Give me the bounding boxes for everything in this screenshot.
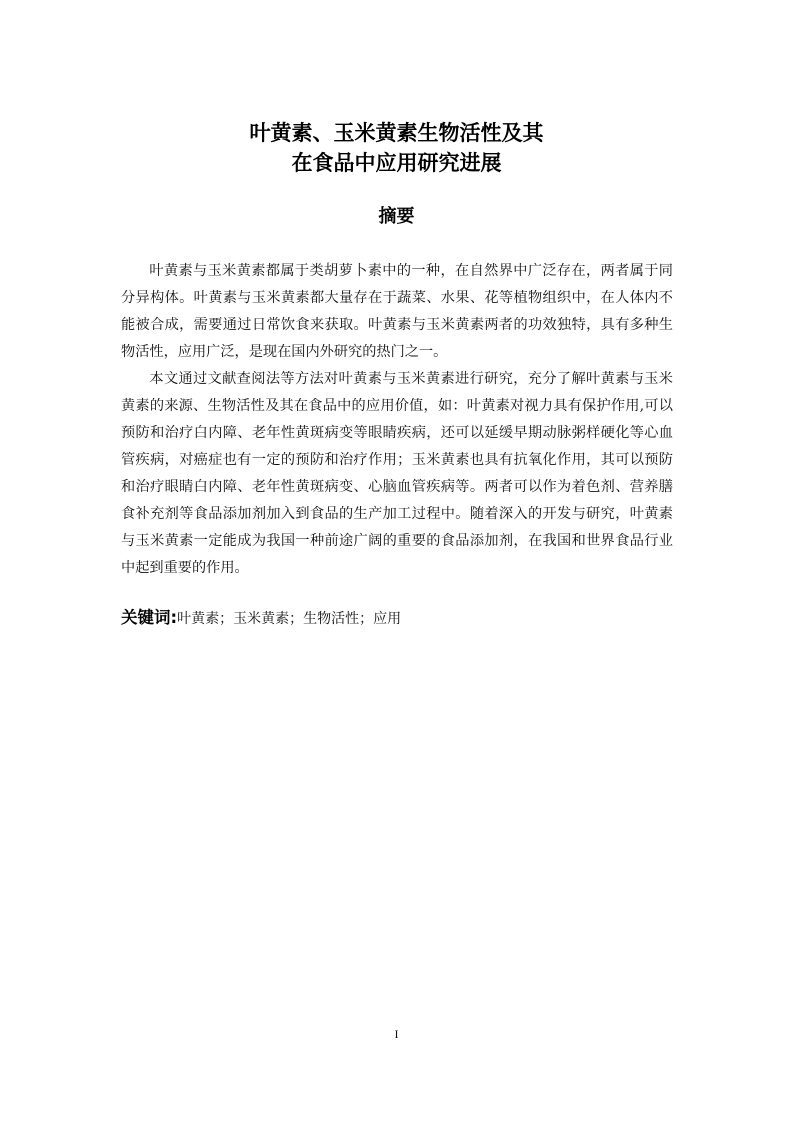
keywords-value: 叶黄素；玉米黄素；生物活性；应用 bbox=[177, 611, 402, 627]
title-line-1: 叶黄素、玉米黄素生物活性及其 bbox=[249, 121, 544, 145]
abstract-heading: 摘要 bbox=[378, 206, 415, 227]
keywords-line bbox=[121, 605, 673, 632]
page-number: I bbox=[394, 1027, 399, 1041]
abstract-paragraph-1: 叶黄素与玉米黄素都属于类胡萝卜素中的一种，在自然界中广泛存在，两者属于同分异构体。叶黄素与玉米黄素都大量存在于蔬菜、水果、花等植物组织中，在人体内不能被合成，需要通过日常饮食来获取。叶黄素与玉米黄素两者的功效独特，具有多种生物活性，应用广泛，是现在国内外研究的热门之一。 bbox=[121, 263, 673, 360]
abstract-body bbox=[121, 258, 673, 582]
keywords-label: 关键词: bbox=[121, 608, 178, 627]
title-line-2: 在食品中应用研究进展 bbox=[291, 151, 502, 175]
abstract-paragraph-2: 本文通过文献查阅法等方法对叶黄素与玉米黄素进行研究，充分了解叶黄素与玉米黄素的来源、生物活性及其在食品中的应用价值，如：叶黄素对视力具有保护作用,可以预防和治疗白内障、老年性黄斑病变等眼睛疾病，还可以延缓早期动脉粥样硬化等心血管疾病，对癌症也有一定的预防和治疗作用；玉米黄素也具有抗氧化作用，其可以预防和治疗眼睛白内障、老年性黄斑病变、心脑血管疾病等。两者可以作为着色剂、营养膳食补充剂等食品添加剂加入到食品的生产加工过程中。随着深入的开发与研究，叶黄素与玉米黄素一定能成为我国一种前途广阔的重要的食品添加剂，在我国和世界食品行业中起到重要的作用。 bbox=[121, 371, 673, 576]
document-title bbox=[0, 118, 793, 178]
